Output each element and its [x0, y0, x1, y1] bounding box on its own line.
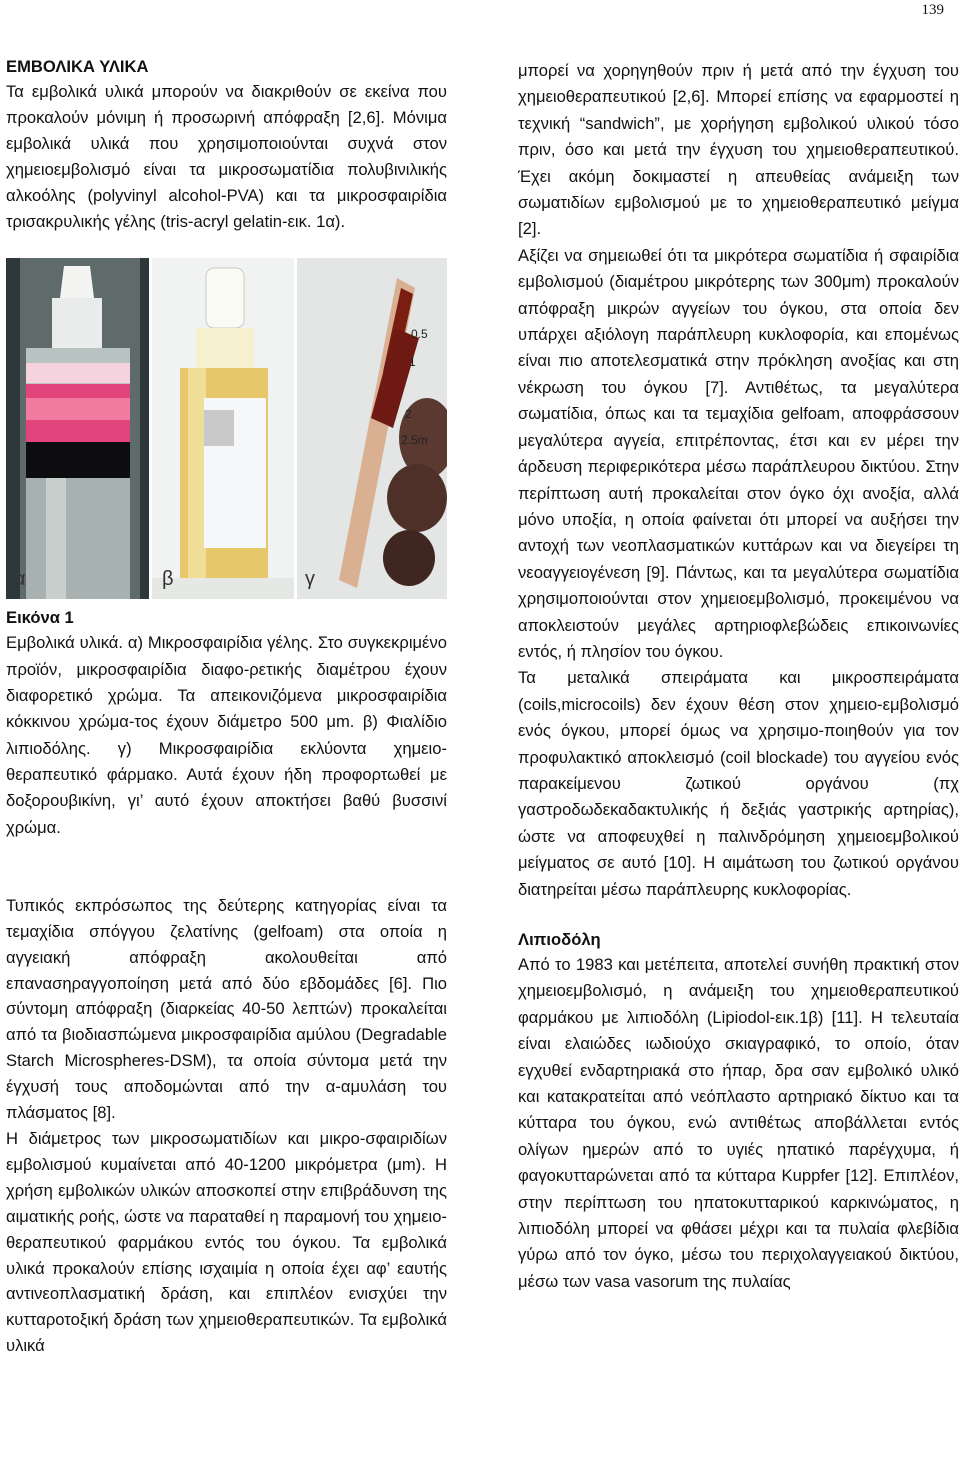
panel-label-a: α — [14, 568, 26, 591]
panel-label-b: β — [162, 568, 174, 591]
lipiodol-paragraph: Από το 1983 και μετέπειτα, αποτελεί συνήθη πρακτική στον χημειοεμβολισμό, η ανάμειξη του χημειοθεραπευτικού φαρμάκου με λιπιοδόλη (Lipiodol-εικ.1β) [11]. Η τελευταία είναι ελαιώδες ιωδιούχο σκιαγραφικό, το οποίο, όταν εγχυθεί ενδαρτηριακά στο ήπαρ, δρα σαν εμβολικό υλικό και κατακρατείται από νεόπλαστο αρτηριακό δίκτυο και τα κύτταρα του όγκου, ενώ αντιθέτως αποβάλλεται εντός ολίγων ημερών από το υγιές ηπατικό παρέγχυμα, ή φαγοκυτταρώνεται από τα κύτταρα Kuppfer [12]. Επιπλέον, στην περίπτωση του ηπατοκυτταρικού καρκινώματος, η λιπιοδόλη μπορεί να φθάσει μέχρι και τα πυλαία φλεβίδια γύρω από τον όγκο, μέσω του περιχολαγγειακού δικτύου, μέσω των vasa vasorum της πυλαίας — [518, 955, 959, 1291]
page-number: 139 — [921, 2, 944, 18]
syringe-mark-2: 2 — [405, 407, 412, 422]
syringe-mark-05: 0.5 — [411, 327, 428, 342]
syringe-mark-1: 1 — [409, 355, 416, 370]
photo-microspheres-syringe — [6, 258, 149, 599]
figure-title: Εικόνα 1 — [6, 608, 74, 628]
gelfoam-paragraph: Τυπικός εκπρόσωπος της δεύτερης κατηγορίας είναι τα τεμαχίδια σπόγγου ζελατίνης (gelfoam) στα οποία η αγγειακή απόφραξη ακολουθείται από επανασηραγγοποίηση μετά από δύο εβδομάδες [6]. Πιο σύντομη απόφραξη (διαρκείας 40-50 λεπτών) προκαλείται από τα βιοδιασπώμενα μικροσφαιρίδια αμύλου (Degradable Starch Microspheres-DSM), τα οποία σύντομα μετά την έγχυσή τους αποδομώνται από την α-αμυλάση του πλάσματος [8]. — [6, 895, 447, 1123]
right-column — [518, 58, 959, 1295]
photo-drug-eluting-syringe — [297, 258, 447, 599]
left-column — [6, 54, 447, 1359]
syringe-mark-25: 2.5m — [401, 433, 428, 448]
lipiodol-heading: Λιπιοδόλη — [518, 930, 601, 949]
photo-lipiodol-vial — [152, 258, 294, 599]
diameter-paragraph: Η διάμετρος των μικροσωματιδίων και μικρο-σφαιριδίων εμβολισμού κυμαίνεται από 40-1200 μικρόμετρα (μm). Η χρήση εμβολικών υλικών αποσκοπεί στην επιβράδυνση της αιματικής ροής, ώστε να παραταθεί η παραμονή του χημειο-θεραπευτικού φαρμάκου εντός του όγκου. Τα εμβολικά υλικά προκαλούν επίσης ισχαιμία η οποία έχει αφ’ εαυτής αντινεοπλασματική δράση, και επιπλέον ενισχύει την κυτταροτοξική δράση των χημειοθεραπευτικών. Τα εμβολικά υλικά — [6, 1128, 447, 1356]
figure-1 — [6, 258, 447, 599]
section-heading: ΕΜΒΟΛΙΚΑ ΥΛΙΚΑ — [6, 57, 149, 76]
intro-paragraph: Τα εμβολικά υλικά μπορούν να διακριθούν σε εκείνα που προκαλούν μόνιμη ή προσωρινή απόφραξη [2,6]. Μόνιμα εμβολικά υλικά που χρησιμοποιούνται συχνά στον χημειοεμβολισμό είναι τα μικροσωματίδια πολυβινιλικής αλκοόλης (polyvinyl alcohol-PVA) και τα μικροσφαιρίδια τρισακρυλικής γέλης (tris-acryl gelatin-εικ. 1α). — [6, 82, 447, 231]
coils-paragraph: Τα μεταλικά σπειράματα και μικροσπειράματα (coils,microcoils) δεν έχουν θέση στον χημειο-εμβολισμό ενός όγκου, μπορεί όμως να χρησιμο-ποιηθούν για τον προφυλακτικό αποκλεισμό (coil blockade) του αγγείου ενός παρακείμενου ζωτικού οργάνου (πχ γαστροδωδεκαδακτυλικής ή δεξιάς γαστρικής αρτηρίας), ώστε να αποφευχθεί η παλινδρόμηση χημειοεμβολικού μείγματος σε αυτό [10]. Η αιμάτωση του ζωτικού οργάνου διατηρείται μέσω παράπλευρης κυκλοφορίας. — [518, 668, 959, 899]
particle-size-paragraph: Αξίζει να σημειωθεί ότι τα μικρότερα σωματίδια ή σφαιρίδια εμβολισμού (διαμέτρου μικρότερης των 300μm) προκαλούν απόφραξη μικρών αγγείων του όγκου, στα οποία δεν υπάρχει αξιόλογη παράπλευρη κυκλοφορία, και επομένως είναι πιο αποτελεσματικά στην πρόκληση ανοξίας και στη νέκρωση του όγκου [7]. Αντιθέτως, τα μεγαλύτερα σωματίδια, όπως και τα τεμαχίδια gelfoam, αποφράσσουν μεγαλύτερα αγγεία, επιτρέποντας, έτσι και εν μέρει την άρδευση περιφερικότερα μέσω παράπλευρου δικτύου. Στην περίπτωση αυτή προκαλείται στον όγκο όχι ανοξία, αλλά μόνο υποξία, η οποία φαίνεται ότι μπορεί να αυξήσει την αντοχή των νεοπλασματικών κυττάρων και να διεγείρει τη νεοαγγειογένεση [9]. Πάντως, και τα μεγαλύτερα σωματίδια χρησιμοποιούνται στον χημειοεμβολισμό, προκειμένου να αποκλειστούν μεγάλες αρτηριοφλεβώδεις επικοινωνίες εντός, ή πλησίον του όγκου. — [518, 245, 959, 661]
sandwich-paragraph: μπορεί να χορηγηθούν πριν ή μετά από την έγχυση του χημειοθεραπευτικού [2,6]. Μπορεί επίσης να εφαρμοστεί η τεχνική “sandwich”, με χορήγηση εμβολικού υλικού τόσο πριν, όσο και μετά την έγχυση του χημειοθεραπευτικού. Έχει ακόμη δοκιμαστεί η απευθείας ανάμειξη των σωματιδίων εμβολισμού με το χημειοθεραπευτικό μείγμα [2]. — [518, 61, 959, 239]
panel-label-c: γ — [305, 568, 315, 591]
figure-caption: Εμβολικά υλικά. α) Μικροσφαιρίδια γέλης. Στο συγκεκριμένο προϊόν, μικροσφαιρίδια διαφο-ρετικής διαμέτρου έχουν διαφορετικό χρώμα. Τα απεικονιζόμενα μικροσφαιρίδια κόκκινου χρώμα-τος έχουν διάμετρο 500 μm. β) Φιαλίδιο λιπιοδόλης. γ) Μικροσφαιρίδια εκλύοντα χημειο-θεραπευτικό φάρμακο. Αυτά έχουν ήδη προφορτωθεί με δοξορουβικίνη, γι’ αυτό έχουν αποκτήσει βαθύ βυσσινί χρώμα. — [6, 633, 447, 837]
spacer — [6, 841, 447, 893]
